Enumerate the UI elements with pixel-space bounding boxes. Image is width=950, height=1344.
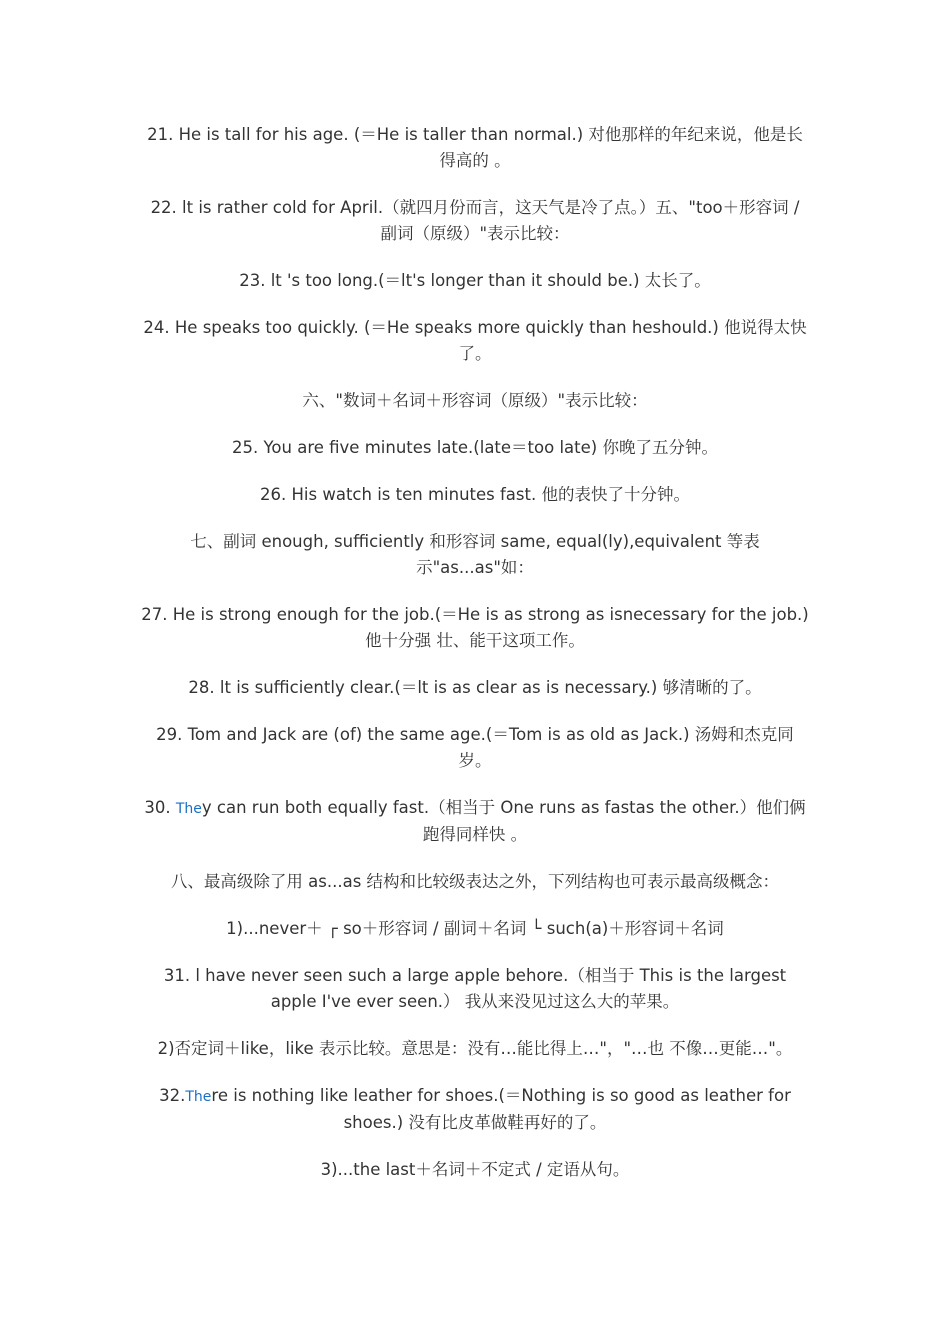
sentence-29: 29. Tom and Jack are (of) the same age.(＝Tom is as old as Jack.) 汤姆和杰克同岁。 [156, 725, 794, 770]
sentence-28: 28. lt is sufficiently clear.(＝lt is as clear as is necessary.) 够清晰的了。 [188, 678, 762, 697]
highlighted-word: The [185, 1089, 212, 1105]
sentence-24: 24. He speaks too quickly. (＝He speaks more quickly than heshould.) 他说得太快了。 [143, 318, 807, 363]
sentence-32 [140, 1083, 810, 1136]
sentence-30-prefix: 30. [144, 798, 176, 817]
sentence-32-prefix: 32. [159, 1086, 186, 1105]
highlighted-word: The [175, 801, 202, 817]
sentence-31: 31. l have never seen such a large apple behore.（相当于 This is the largest apple I've ever seen.） 我从来没见过这么大的苹果。 [163, 966, 787, 1011]
section-heading-8: 八、最高级除了用 as...as 结构和比较级表达之外，下列结构也可表示最高级概念： [170, 872, 780, 891]
sentence-21: 21. He is tall for his age. (＝He is taller than normal.) 对他那样的年纪来说，他是长得高的 。 [147, 125, 803, 170]
sentence-22: 22. lt is rather cold for April.（就四月份而言，这天气是冷了点。）五、"too＋形容词 / 副词（原级）"表示比较： [150, 198, 800, 243]
structure-3: 3)...the last＋名词＋不定式 / 定语从句。 [320, 1160, 630, 1179]
document-body [140, 122, 810, 1204]
sentence-27: 27. He is strong enough for the job.(＝He is as strong as isnecessary for the job.) 他十分强 壮、能干这项工作。 [141, 605, 809, 650]
structure-1: 1)...never＋ ┌ so＋形容词 / 副词＋名词 └ such(a)＋形容词＋名词 [226, 919, 724, 938]
structure-2: 2)否定词＋like，like 表示比较。意思是：没有…能比得上…"，"…也 不像…更能…"。 [157, 1039, 793, 1058]
sentence-32-rest: re is nothing like leather for shoes.(＝Nothing is so good as leather for shoes.) 没有比皮革做鞋再好的了。 [211, 1086, 791, 1132]
sentence-26: 26. His watch is ten minutes fast. 他的表快了十分钟。 [260, 485, 690, 504]
section-heading-7: 七、副词 enough, sufficiently 和形容词 same, equal(ly),equivalent 等表示"as...as"如： [190, 532, 760, 577]
section-heading-6: 六、"数词＋名词＋形容词（原级）"表示比较： [302, 391, 648, 410]
sentence-23: 23. lt 's too long.(＝lt's longer than it should be.) 太长了。 [239, 271, 711, 290]
sentence-25: 25. You are five minutes late.(late＝too late) 你晚了五分钟。 [232, 438, 718, 457]
sentence-30-rest: y can run both equally fast.（相当于 One runs as fastas the other.）他们俩跑得同样快 。 [201, 798, 806, 844]
sentence-30 [140, 795, 810, 848]
